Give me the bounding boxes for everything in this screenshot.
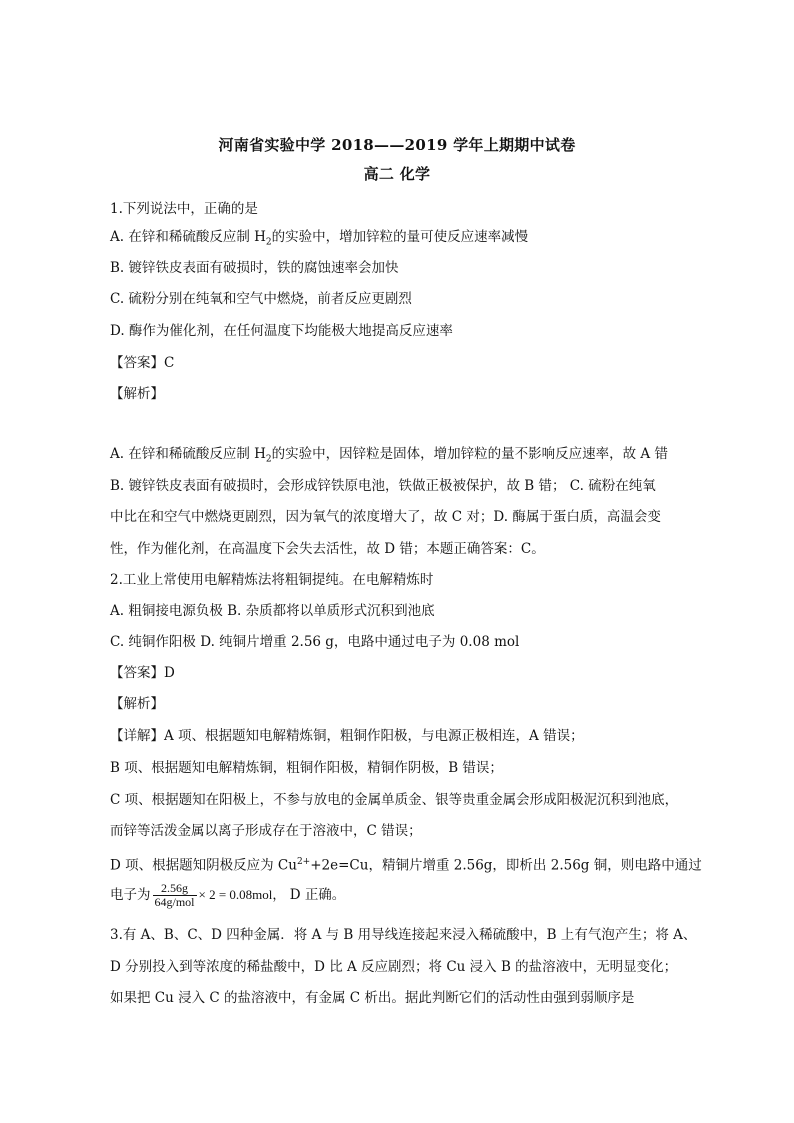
q1-option-a	[110, 228, 690, 252]
q2-detail-6	[110, 878, 690, 912]
q3-line-3: 如果把 Cu 浸入 C 的盐溶液中，有金属 C 析出。据此判断它们的活动性由强到弱顺序是	[110, 990, 635, 1006]
q1-explanation-1	[110, 445, 690, 469]
q1-analysis-label: 【解析】	[110, 386, 164, 402]
q1-option-a-sub: 2	[265, 237, 272, 248]
q3-line-2: D 分别投入到等浓度的稀盐酸中，D 比 A 反应剧烈；将 Cu 浸入 B 的盐溶液中，无明显变化；	[110, 959, 678, 975]
q1-explanation-3: 中比在和空气中燃烧更剧烈，因为氧气的浓度增大了，故 C 对；D. 酶属于蛋白质，高温会变	[110, 509, 661, 525]
q2-detail-5-text: D 项、根据题知阴极反应为 Cu	[110, 857, 297, 874]
q2-detail-5-text-2: +2e=Cu，精铜片增重 2.56g，即析出 2.56g 铜，则电路中通过	[310, 857, 702, 874]
q2-options-ab: A. 粗铜接电源负极 B. 杂质都将以单质形式沉积到池底	[110, 603, 435, 619]
q1-explanation-1-text-2: 的实验中，因锌粒是固体，增加锌粒的量不影响反应速率，故 A 错	[271, 446, 668, 462]
q2-detail-1: 【详解】A 项、根据题知电解精炼铜，粗铜作阳极，与电源正极相连，A 错误；	[110, 728, 584, 744]
electron-fraction	[153, 882, 197, 909]
q2-detail-2: B 项、根据题知电解精炼铜，粗铜作阳极，精铜作阴极，B 错误；	[110, 760, 503, 776]
q1-explanation-4: 性，作为催化剂，在高温度下会失去活性，故 D 错；本题正确答案：C。	[110, 541, 545, 557]
fraction-numerator: 2.56g	[153, 882, 197, 896]
q2-detail-3: C 项、根据题知在阳极上，不参与放电的金属单质金、银等贵重金属会形成阳极泥沉积到池底，	[110, 792, 679, 808]
q2-answer: 【答案】D	[110, 665, 175, 681]
q2-detail-4: 而锌等活泼金属以离子形成存在于溶液中，C 错误；	[110, 823, 422, 839]
q1-option-a-text: A. 在锌和稀硫酸反应制 H	[110, 229, 266, 245]
exam-title: 河南省实验中学 2018——2019 学年上期期中试卷	[218, 136, 576, 154]
q2-detail-5	[110, 853, 702, 875]
q1-option-d: D. 酶作为催化剂，在任何温度下均能极大地提高反应速率	[110, 323, 453, 339]
q1-stem: 1.下列说法中，正确的是	[110, 201, 258, 217]
q1-explanation-2: B. 镀锌铁皮表面有破损时，会形成锌铁原电池，铁做正极被保护，故 B 错； C. 硫粉在纯氧	[110, 478, 656, 494]
q1-answer: 【答案】C	[110, 355, 175, 371]
fraction-denominator: 64g/mol	[154, 895, 195, 909]
q2-detail-6-text: 电子为	[110, 887, 151, 903]
exam-subject: 高二 化学	[363, 165, 431, 183]
fraction-result: × 2 = 0.08mol，	[198, 887, 286, 902]
q1-explanation-1-text: A. 在锌和稀硫酸反应制 H	[110, 446, 266, 462]
q3-line-1: 3.有 A、B、C、D 四种金属．将 A 与 B 用导线连接起来浸入稀硫酸中，B 上有气泡产生；将 A、	[110, 927, 697, 943]
q1-option-b: B. 镀锌铁皮表面有破损时，铁的腐蚀速率会加快	[110, 260, 399, 276]
q1-option-c: C. 硫粉分别在纯氧和空气中燃烧，前者反应更剧烈	[110, 291, 412, 307]
q2-detail-6-text-2: D 正确。	[285, 887, 346, 903]
q2-analysis-label: 【解析】	[110, 696, 164, 712]
q2-detail-5-sup: 2+	[296, 857, 311, 867]
q1-option-a-text-2: 的实验中，增加锌粒的量可使反应速率减慢	[271, 229, 529, 245]
q2-options-cd: C. 纯铜作阳极 D. 纯铜片增重 2.56 g，电路中通过电子为 0.08 mol	[110, 634, 520, 650]
q2-stem: 2.工业上常使用电解精炼法将粗铜提纯。在电解精炼时	[110, 572, 434, 588]
q1-explanation-1-sub: 2	[265, 454, 272, 465]
